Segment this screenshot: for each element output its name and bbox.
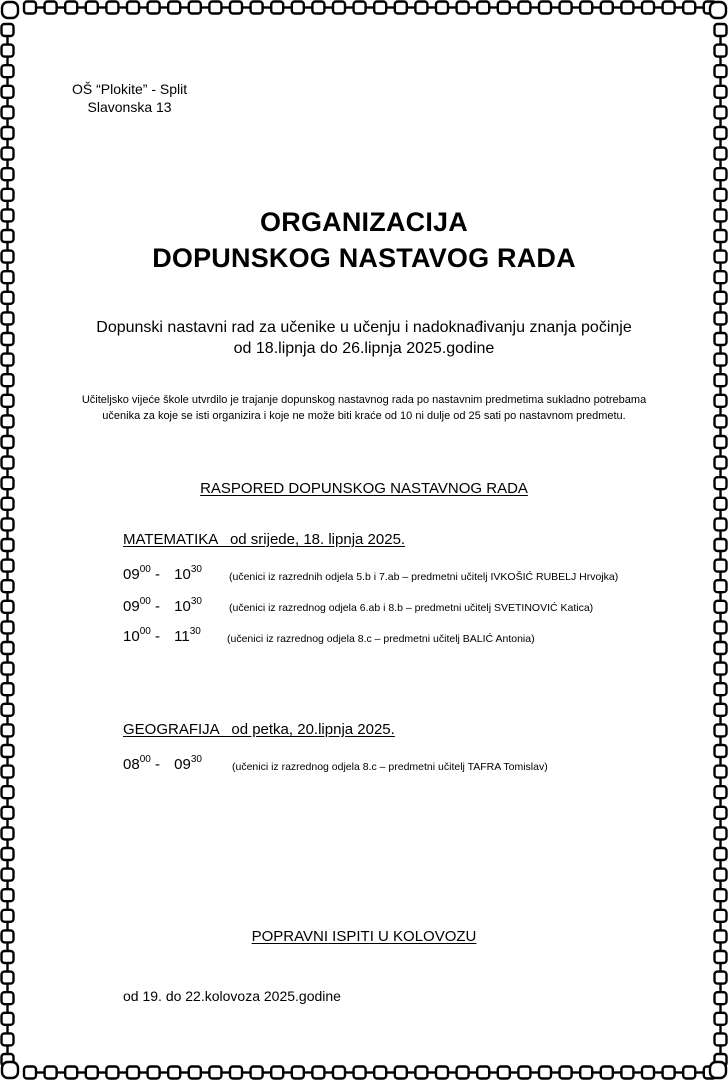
council-note bbox=[0, 392, 728, 424]
chain-link bbox=[415, 2, 427, 14]
chain-link bbox=[715, 889, 727, 901]
start-minute: 00 bbox=[139, 626, 151, 637]
chain-link bbox=[2, 539, 14, 551]
time-separator: - bbox=[154, 566, 160, 583]
time-range bbox=[123, 597, 202, 615]
chain-link bbox=[436, 2, 448, 14]
chain-link bbox=[2, 601, 14, 613]
chain-link bbox=[715, 498, 727, 510]
chain-link bbox=[2, 2, 18, 18]
chain-link bbox=[715, 848, 727, 860]
chain-link bbox=[621, 2, 633, 14]
time-separator: - bbox=[154, 598, 160, 615]
chain-link bbox=[2, 24, 14, 36]
chain-link bbox=[2, 889, 14, 901]
chain-link bbox=[2, 498, 14, 510]
chain-link bbox=[2, 827, 14, 839]
exams-title: POPRAVNI ISPITI U KOLOVOZU bbox=[251, 928, 477, 945]
chain-link bbox=[2, 704, 14, 716]
title-line-2: DOPUNSKOG NASTAVOG RADA bbox=[152, 243, 576, 273]
start-hour: 09 bbox=[123, 598, 140, 615]
chain-link bbox=[715, 807, 727, 819]
chain-link bbox=[2, 745, 14, 757]
chain-link bbox=[2, 560, 14, 572]
chain-link bbox=[539, 2, 551, 14]
chain-link bbox=[2, 786, 14, 798]
time-range bbox=[123, 755, 202, 773]
chain-link bbox=[2, 683, 14, 695]
note-line-1: Učiteljsko vijeće škole utvrdilo je trajanje dopunskog nastavnog rada po nastavnim predmetima sukladno potrebama bbox=[81, 394, 647, 406]
chain-link bbox=[2, 292, 14, 304]
matematika-heading: MATEMATIKA od srijede, 18. lipnja 2025. bbox=[123, 531, 406, 548]
chain-link bbox=[715, 518, 727, 530]
chain-link bbox=[498, 2, 510, 14]
chain-link bbox=[2, 1033, 14, 1045]
chain-link bbox=[45, 1067, 57, 1079]
chain-link bbox=[2, 663, 14, 675]
note-line-2: učenika za koje se isti organizira i koje ne može biti kraće od 10 ni dulje od 25 sati po nastavnom predmetu. bbox=[102, 410, 626, 422]
end-minute: 30 bbox=[190, 754, 202, 765]
chain-link bbox=[621, 1067, 633, 1079]
chain-link bbox=[292, 2, 304, 14]
chain-link bbox=[395, 1067, 407, 1079]
row-detail: (učenici iz razrednog odjela 8.c – predmetni učitelj BALIĆ Antonia) bbox=[227, 633, 535, 645]
chain-link bbox=[436, 1067, 448, 1079]
chain-link bbox=[518, 2, 530, 14]
chain-link bbox=[2, 910, 14, 922]
chain-link bbox=[189, 1067, 201, 1079]
chain-link bbox=[715, 992, 727, 1004]
chain-link bbox=[2, 848, 14, 860]
row-detail: (učenici iz razrednih odjela 5.b i 7.ab – predmetni učitelj IVKOŠIĆ RUBELJ Hrvojka) bbox=[229, 571, 619, 583]
intro-text bbox=[0, 317, 728, 359]
chain-link bbox=[601, 1067, 613, 1079]
row-detail: (učenici iz razrednog odjela 6.ab i 8.b – predmetni učitelj SVETINOVIĆ Katica) bbox=[229, 602, 594, 614]
chain-link bbox=[642, 1067, 654, 1079]
chain-link bbox=[715, 374, 727, 386]
chain-link bbox=[65, 2, 77, 14]
chain-link bbox=[209, 2, 221, 14]
chain-link bbox=[292, 1067, 304, 1079]
chain-link bbox=[642, 2, 654, 14]
chain-link bbox=[312, 1067, 324, 1079]
page-title bbox=[0, 204, 728, 276]
chain-link bbox=[560, 1067, 572, 1079]
chain-link bbox=[715, 539, 727, 551]
chain-link bbox=[715, 189, 727, 201]
chain-link bbox=[715, 745, 727, 757]
end-hour: 09 bbox=[174, 756, 191, 773]
chain-link bbox=[2, 65, 14, 77]
chain-link bbox=[2, 869, 14, 881]
chain-link bbox=[663, 2, 675, 14]
chain-link bbox=[715, 972, 727, 984]
end-hour: 10 bbox=[174, 566, 191, 583]
chain-link bbox=[715, 642, 727, 654]
chain-link bbox=[683, 1067, 695, 1079]
chain-link bbox=[2, 621, 14, 633]
chain-link bbox=[65, 1067, 77, 1079]
chain-link bbox=[715, 86, 727, 98]
chain-link bbox=[2, 189, 14, 201]
chain-link bbox=[2, 1062, 18, 1078]
chain-link bbox=[2, 580, 14, 592]
chain-link bbox=[209, 1067, 221, 1079]
chain-link bbox=[715, 560, 727, 572]
chain-link bbox=[2, 457, 14, 469]
chain-link bbox=[2, 972, 14, 984]
chain-link bbox=[86, 2, 98, 14]
chain-link bbox=[715, 786, 727, 798]
chain-link bbox=[127, 1067, 139, 1079]
start-minute: 00 bbox=[139, 754, 151, 765]
chain-link bbox=[715, 65, 727, 77]
chain-link bbox=[2, 951, 14, 963]
chain-link bbox=[106, 1067, 118, 1079]
exams-date: od 19. do 22.kolovoza 2025.godine bbox=[123, 988, 341, 1004]
chain-link bbox=[251, 1067, 263, 1079]
chain-link bbox=[580, 2, 592, 14]
end-minute: 30 bbox=[189, 626, 201, 637]
chain-link bbox=[715, 663, 727, 675]
chain-link bbox=[715, 1033, 727, 1045]
chain-link bbox=[715, 683, 727, 695]
chain-link bbox=[2, 992, 14, 1004]
chain-link bbox=[715, 724, 727, 736]
chain-link bbox=[2, 1013, 14, 1025]
geografija-heading: GEOGRAFIJA od petka, 20.lipnja 2025. bbox=[123, 721, 395, 738]
chain-link bbox=[86, 1067, 98, 1079]
chain-link bbox=[189, 2, 201, 14]
chain-link bbox=[457, 2, 469, 14]
chain-link bbox=[457, 1067, 469, 1079]
chain-link bbox=[710, 1062, 726, 1078]
start-hour: 10 bbox=[123, 628, 140, 645]
chain-link bbox=[2, 127, 14, 139]
start-minute: 00 bbox=[139, 596, 151, 607]
chain-link bbox=[715, 766, 727, 778]
chain-link bbox=[45, 2, 57, 14]
time-separator: - bbox=[154, 628, 160, 645]
time-range bbox=[123, 565, 202, 583]
chain-link bbox=[2, 807, 14, 819]
chain-link bbox=[715, 148, 727, 160]
time-range bbox=[123, 627, 201, 645]
end-hour: 10 bbox=[174, 598, 191, 615]
chain-link bbox=[2, 518, 14, 530]
chain-link bbox=[2, 766, 14, 778]
chain-link bbox=[715, 869, 727, 881]
chain-link bbox=[271, 2, 283, 14]
chain-link bbox=[715, 457, 727, 469]
chain-link bbox=[715, 704, 727, 716]
chain-link bbox=[148, 1067, 160, 1079]
chain-link bbox=[663, 1067, 675, 1079]
chain-link bbox=[715, 106, 727, 118]
chain-link bbox=[333, 1067, 345, 1079]
chain-link bbox=[715, 621, 727, 633]
chain-link bbox=[168, 2, 180, 14]
chain-link bbox=[715, 601, 727, 613]
chain-link bbox=[477, 1067, 489, 1079]
chain-link bbox=[333, 2, 345, 14]
time-separator: - bbox=[154, 756, 160, 773]
start-hour: 08 bbox=[123, 756, 140, 773]
chain-link bbox=[2, 724, 14, 736]
chain-link bbox=[374, 1067, 386, 1079]
chain-link bbox=[230, 2, 242, 14]
start-hour: 09 bbox=[123, 566, 140, 583]
chain-link bbox=[518, 1067, 530, 1079]
chain-link bbox=[2, 106, 14, 118]
chain-link bbox=[168, 1067, 180, 1079]
chain-link bbox=[710, 2, 726, 18]
chain-link bbox=[2, 436, 14, 448]
chain-link bbox=[374, 2, 386, 14]
school-name: OŠ “Plokite” - Split bbox=[72, 81, 188, 97]
chain-link bbox=[354, 2, 366, 14]
chain-link bbox=[148, 2, 160, 14]
chain-link bbox=[312, 2, 324, 14]
end-hour: 11 bbox=[174, 628, 190, 645]
chain-link bbox=[715, 45, 727, 57]
chain-link bbox=[24, 2, 36, 14]
end-minute: 30 bbox=[190, 564, 202, 575]
chain-link bbox=[560, 2, 572, 14]
school-address: Slavonska 13 bbox=[87, 99, 172, 115]
chain-link bbox=[539, 1067, 551, 1079]
intro-line-2: od 18.lipnja do 26.lipnja 2025.godine bbox=[233, 340, 495, 357]
title-line-1: ORGANIZACIJA bbox=[260, 207, 468, 237]
chain-link bbox=[715, 910, 727, 922]
chain-link bbox=[24, 1067, 36, 1079]
chain-link bbox=[230, 1067, 242, 1079]
chain-link bbox=[2, 168, 14, 180]
chain-link bbox=[2, 374, 14, 386]
chain-link bbox=[2, 148, 14, 160]
end-minute: 30 bbox=[190, 596, 202, 607]
chain-link bbox=[715, 580, 727, 592]
chain-link bbox=[601, 2, 613, 14]
chain-link bbox=[580, 1067, 592, 1079]
chain-link bbox=[715, 951, 727, 963]
chain-link bbox=[251, 2, 263, 14]
row-detail: (učenici iz razrednog odjela 8.c – predmetni učitelj TAFRA Tomislav) bbox=[232, 761, 548, 773]
start-minute: 00 bbox=[139, 564, 151, 575]
chain-link bbox=[715, 127, 727, 139]
chain-link bbox=[715, 24, 727, 36]
chain-link bbox=[477, 2, 489, 14]
schedule-title: RASPORED DOPUNSKOG NASTAVNOG RADA bbox=[200, 480, 528, 497]
chain-link bbox=[395, 2, 407, 14]
chain-link bbox=[715, 168, 727, 180]
chain-link bbox=[498, 1067, 510, 1079]
chain-link bbox=[715, 827, 727, 839]
chain-link bbox=[2, 86, 14, 98]
chain-link bbox=[2, 642, 14, 654]
chain-link bbox=[683, 2, 695, 14]
intro-line-1: Dopunski nastavni rad za učenike u učenju i nadoknađivanju znanja počinje bbox=[96, 319, 632, 336]
chain-link bbox=[106, 2, 118, 14]
chain-link bbox=[2, 45, 14, 57]
chain-link bbox=[415, 1067, 427, 1079]
chain-link bbox=[271, 1067, 283, 1079]
chain-link bbox=[715, 436, 727, 448]
chain-link bbox=[715, 292, 727, 304]
school-header bbox=[72, 80, 187, 116]
chain-link bbox=[354, 1067, 366, 1079]
chain-link bbox=[715, 1013, 727, 1025]
chain-link bbox=[127, 2, 139, 14]
